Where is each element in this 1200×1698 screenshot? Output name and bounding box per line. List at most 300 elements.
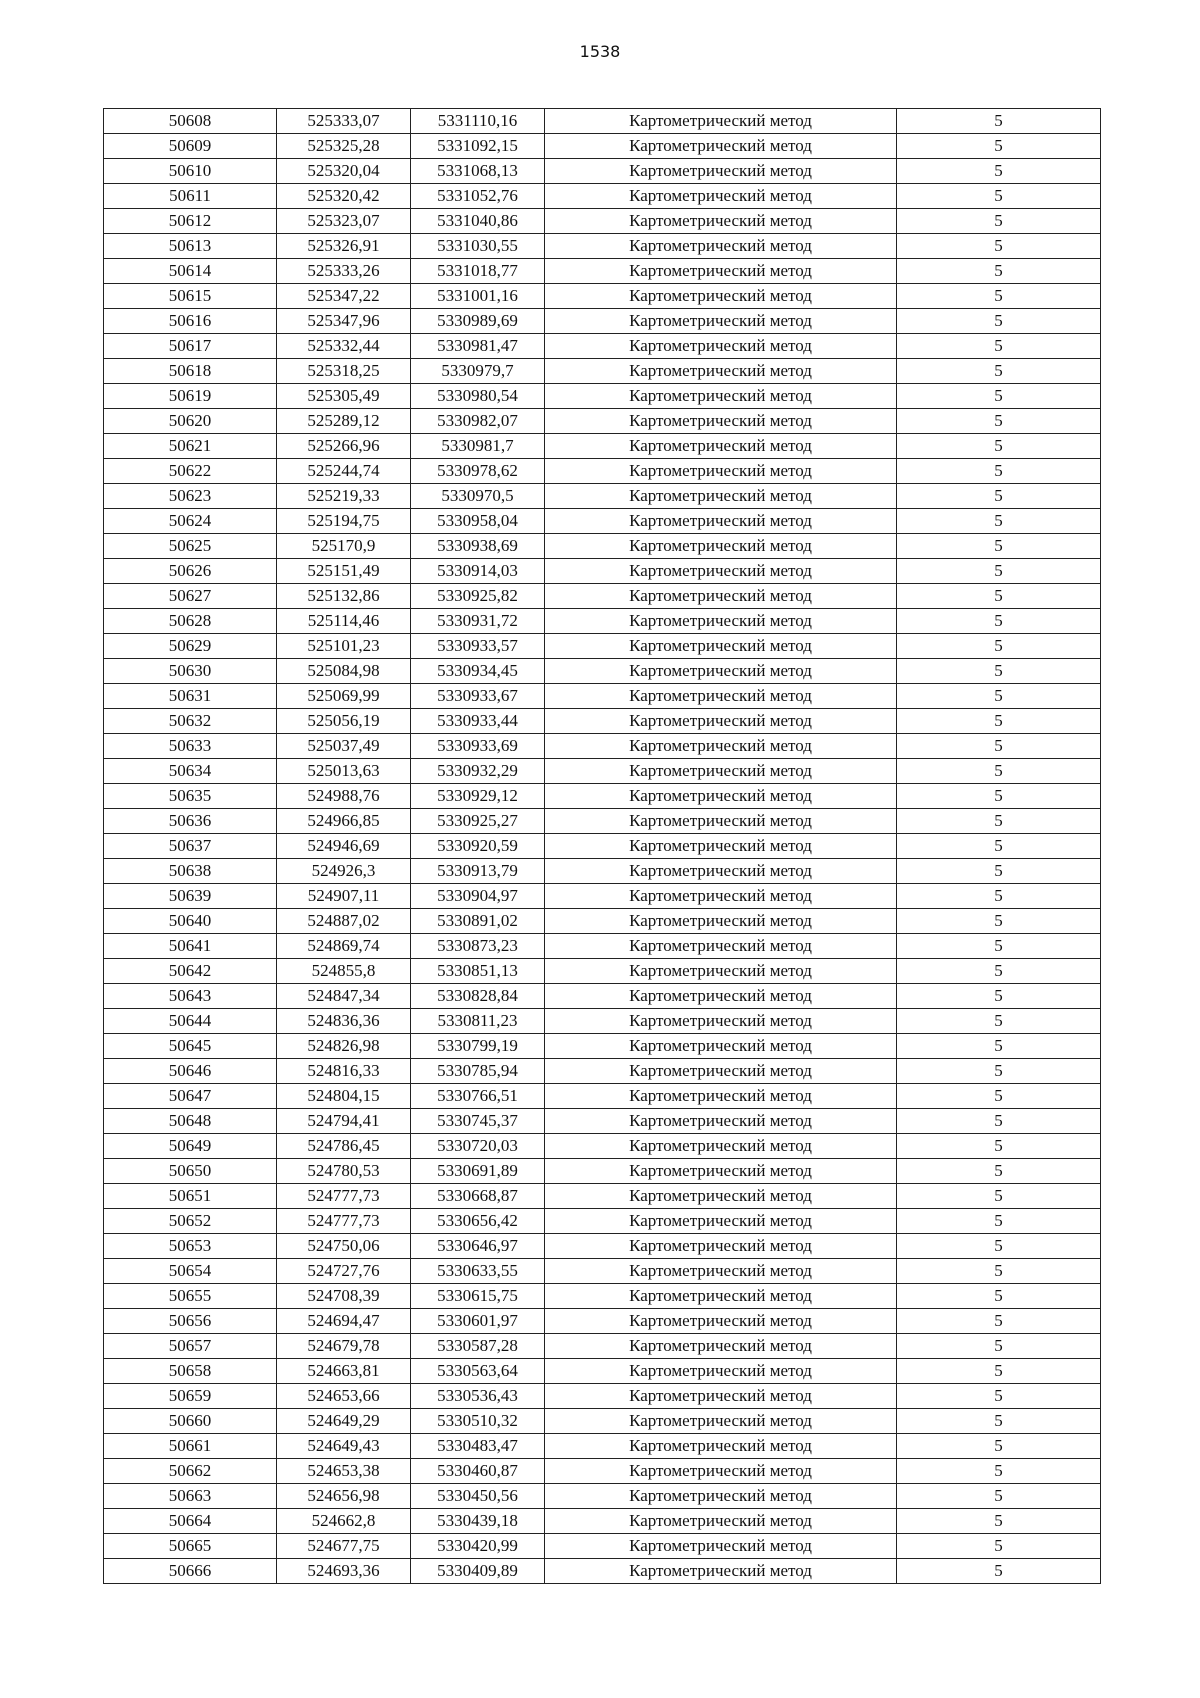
y-coordinate-cell: 5330450,56	[411, 1484, 545, 1509]
y-coordinate-cell: 5330891,02	[411, 909, 545, 934]
method-cell: Картометрический метод	[545, 434, 897, 459]
y-coordinate-cell: 5330828,84	[411, 984, 545, 1009]
method-cell: Картометрический метод	[545, 709, 897, 734]
y-coordinate-cell: 5330766,51	[411, 1084, 545, 1109]
accuracy-cell: 5	[897, 384, 1101, 409]
coordinates-table	[103, 108, 1101, 1584]
point-number-cell: 50617	[104, 334, 277, 359]
table-row	[104, 1459, 1101, 1484]
y-coordinate-cell: 5330904,97	[411, 884, 545, 909]
x-coordinate-cell: 524653,38	[277, 1459, 411, 1484]
y-coordinate-cell: 5330720,03	[411, 1134, 545, 1159]
x-coordinate-cell: 524804,15	[277, 1084, 411, 1109]
table-row	[104, 1334, 1101, 1359]
table-row	[104, 384, 1101, 409]
method-cell: Картометрический метод	[545, 1484, 897, 1509]
accuracy-cell: 5	[897, 1209, 1101, 1234]
table-row	[104, 509, 1101, 534]
method-cell: Картометрический метод	[545, 1309, 897, 1334]
method-cell: Картометрический метод	[545, 234, 897, 259]
accuracy-cell: 5	[897, 359, 1101, 384]
x-coordinate-cell: 525320,42	[277, 184, 411, 209]
x-coordinate-cell: 524777,73	[277, 1184, 411, 1209]
x-coordinate-cell: 524966,85	[277, 809, 411, 834]
table-row	[104, 209, 1101, 234]
x-coordinate-cell: 524708,39	[277, 1284, 411, 1309]
page-number: 1538	[579, 42, 621, 61]
point-number-cell: 50631	[104, 684, 277, 709]
table-row	[104, 834, 1101, 859]
table-row	[104, 434, 1101, 459]
y-coordinate-cell: 5330615,75	[411, 1284, 545, 1309]
point-number-cell: 50649	[104, 1134, 277, 1159]
point-number-cell: 50643	[104, 984, 277, 1009]
x-coordinate-cell: 524694,47	[277, 1309, 411, 1334]
x-coordinate-cell: 525170,9	[277, 534, 411, 559]
method-cell: Картометрический метод	[545, 1284, 897, 1309]
method-cell: Картометрический метод	[545, 209, 897, 234]
method-cell: Картометрический метод	[545, 1009, 897, 1034]
accuracy-cell: 5	[897, 109, 1101, 134]
y-coordinate-cell: 5330938,69	[411, 534, 545, 559]
point-number-cell: 50655	[104, 1284, 277, 1309]
point-number-cell: 50614	[104, 259, 277, 284]
x-coordinate-cell: 524649,29	[277, 1409, 411, 1434]
accuracy-cell: 5	[897, 234, 1101, 259]
table-row	[104, 884, 1101, 909]
method-cell: Картометрический метод	[545, 884, 897, 909]
y-coordinate-cell: 5330510,32	[411, 1409, 545, 1434]
table-row	[104, 984, 1101, 1009]
point-number-cell: 50626	[104, 559, 277, 584]
method-cell: Картометрический метод	[545, 259, 897, 284]
table-row	[104, 359, 1101, 384]
point-number-cell: 50611	[104, 184, 277, 209]
x-coordinate-cell: 524794,41	[277, 1109, 411, 1134]
y-coordinate-cell: 5330925,82	[411, 584, 545, 609]
point-number-cell: 50644	[104, 1009, 277, 1034]
y-coordinate-cell: 5331110,16	[411, 109, 545, 134]
y-coordinate-cell: 5330913,79	[411, 859, 545, 884]
table-row	[104, 134, 1101, 159]
method-cell: Картометрический метод	[545, 509, 897, 534]
table-row	[104, 709, 1101, 734]
table-row	[104, 784, 1101, 809]
method-cell: Картометрический метод	[545, 134, 897, 159]
point-number-cell: 50660	[104, 1409, 277, 1434]
table-row	[104, 1084, 1101, 1109]
table-row	[104, 1384, 1101, 1409]
method-cell: Картометрический метод	[545, 459, 897, 484]
method-cell: Картометрический метод	[545, 384, 897, 409]
accuracy-cell: 5	[897, 959, 1101, 984]
y-coordinate-cell: 5331030,55	[411, 234, 545, 259]
point-number-cell: 50623	[104, 484, 277, 509]
accuracy-cell: 5	[897, 334, 1101, 359]
table-row	[104, 759, 1101, 784]
y-coordinate-cell: 5330978,62	[411, 459, 545, 484]
y-coordinate-cell: 5330979,7	[411, 359, 545, 384]
table-row	[104, 159, 1101, 184]
point-number-cell: 50642	[104, 959, 277, 984]
table-row	[104, 909, 1101, 934]
x-coordinate-cell: 525318,25	[277, 359, 411, 384]
accuracy-cell: 5	[897, 1534, 1101, 1559]
point-number-cell: 50662	[104, 1459, 277, 1484]
x-coordinate-cell: 524926,3	[277, 859, 411, 884]
method-cell: Картометрический метод	[545, 584, 897, 609]
point-number-cell: 50637	[104, 834, 277, 859]
accuracy-cell: 5	[897, 1009, 1101, 1034]
table-row	[104, 1034, 1101, 1059]
accuracy-cell: 5	[897, 1359, 1101, 1384]
x-coordinate-cell: 524887,02	[277, 909, 411, 934]
table-row	[104, 309, 1101, 334]
accuracy-cell: 5	[897, 409, 1101, 434]
x-coordinate-cell: 525194,75	[277, 509, 411, 534]
point-number-cell: 50645	[104, 1034, 277, 1059]
point-number-cell: 50628	[104, 609, 277, 634]
y-coordinate-cell: 5331001,16	[411, 284, 545, 309]
accuracy-cell: 5	[897, 1384, 1101, 1409]
x-coordinate-cell: 524693,36	[277, 1559, 411, 1584]
table-row	[104, 284, 1101, 309]
x-coordinate-cell: 525333,26	[277, 259, 411, 284]
table-row	[104, 1259, 1101, 1284]
method-cell: Картометрический метод	[545, 1209, 897, 1234]
method-cell: Картометрический метод	[545, 1109, 897, 1134]
table-row	[104, 1134, 1101, 1159]
method-cell: Картометрический метод	[545, 1184, 897, 1209]
accuracy-cell: 5	[897, 1334, 1101, 1359]
method-cell: Картометрический метод	[545, 1334, 897, 1359]
method-cell: Картометрический метод	[545, 959, 897, 984]
x-coordinate-cell: 524946,69	[277, 834, 411, 859]
accuracy-cell: 5	[897, 459, 1101, 484]
method-cell: Картометрический метод	[545, 734, 897, 759]
accuracy-cell: 5	[897, 859, 1101, 884]
point-number-cell: 50657	[104, 1334, 277, 1359]
method-cell: Картометрический метод	[545, 409, 897, 434]
table-row	[104, 1484, 1101, 1509]
accuracy-cell: 5	[897, 1184, 1101, 1209]
y-coordinate-cell: 5330933,69	[411, 734, 545, 759]
y-coordinate-cell: 5330668,87	[411, 1184, 545, 1209]
accuracy-cell: 5	[897, 484, 1101, 509]
accuracy-cell: 5	[897, 1259, 1101, 1284]
table-row	[104, 534, 1101, 559]
method-cell: Картометрический метод	[545, 559, 897, 584]
y-coordinate-cell: 5330981,47	[411, 334, 545, 359]
x-coordinate-cell: 524663,81	[277, 1359, 411, 1384]
accuracy-cell: 5	[897, 684, 1101, 709]
table-row	[104, 1284, 1101, 1309]
x-coordinate-cell: 524679,78	[277, 1334, 411, 1359]
point-number-cell: 50620	[104, 409, 277, 434]
y-coordinate-cell: 5330785,94	[411, 1059, 545, 1084]
y-coordinate-cell: 5330633,55	[411, 1259, 545, 1284]
x-coordinate-cell: 525219,33	[277, 484, 411, 509]
point-number-cell: 50651	[104, 1184, 277, 1209]
point-number-cell: 50638	[104, 859, 277, 884]
point-number-cell: 50622	[104, 459, 277, 484]
x-coordinate-cell: 524656,98	[277, 1484, 411, 1509]
point-number-cell: 50646	[104, 1059, 277, 1084]
x-coordinate-cell: 525244,74	[277, 459, 411, 484]
point-number-cell: 50630	[104, 659, 277, 684]
table-row	[104, 1159, 1101, 1184]
point-number-cell: 50654	[104, 1259, 277, 1284]
x-coordinate-cell: 525056,19	[277, 709, 411, 734]
x-coordinate-cell: 525333,07	[277, 109, 411, 134]
y-coordinate-cell: 5330932,29	[411, 759, 545, 784]
table-row	[104, 1534, 1101, 1559]
y-coordinate-cell: 5330925,27	[411, 809, 545, 834]
method-cell: Картометрический метод	[545, 309, 897, 334]
x-coordinate-cell: 525013,63	[277, 759, 411, 784]
table-row	[104, 259, 1101, 284]
point-number-cell: 50636	[104, 809, 277, 834]
x-coordinate-cell: 525037,49	[277, 734, 411, 759]
accuracy-cell: 5	[897, 1034, 1101, 1059]
point-number-cell: 50663	[104, 1484, 277, 1509]
x-coordinate-cell: 524662,8	[277, 1509, 411, 1534]
accuracy-cell: 5	[897, 784, 1101, 809]
table-row	[104, 609, 1101, 634]
accuracy-cell: 5	[897, 1284, 1101, 1309]
point-number-cell: 50650	[104, 1159, 277, 1184]
point-number-cell: 50619	[104, 384, 277, 409]
point-number-cell: 50616	[104, 309, 277, 334]
x-coordinate-cell: 525151,49	[277, 559, 411, 584]
method-cell: Картометрический метод	[545, 1534, 897, 1559]
y-coordinate-cell: 5330920,59	[411, 834, 545, 859]
table-row	[104, 1209, 1101, 1234]
method-cell: Картометрический метод	[545, 1459, 897, 1484]
accuracy-cell: 5	[897, 1509, 1101, 1534]
accuracy-cell: 5	[897, 309, 1101, 334]
table-row	[104, 1434, 1101, 1459]
y-coordinate-cell: 5330851,13	[411, 959, 545, 984]
point-number-cell: 50609	[104, 134, 277, 159]
method-cell: Картометрический метод	[545, 184, 897, 209]
accuracy-cell: 5	[897, 1134, 1101, 1159]
accuracy-cell: 5	[897, 934, 1101, 959]
accuracy-cell: 5	[897, 884, 1101, 909]
accuracy-cell: 5	[897, 584, 1101, 609]
y-coordinate-cell: 5330420,99	[411, 1534, 545, 1559]
accuracy-cell: 5	[897, 759, 1101, 784]
y-coordinate-cell: 5330439,18	[411, 1509, 545, 1534]
point-number-cell: 50633	[104, 734, 277, 759]
accuracy-cell: 5	[897, 609, 1101, 634]
method-cell: Картометрический метод	[545, 784, 897, 809]
accuracy-cell: 5	[897, 209, 1101, 234]
y-coordinate-cell: 5330914,03	[411, 559, 545, 584]
accuracy-cell: 5	[897, 809, 1101, 834]
point-number-cell: 50641	[104, 934, 277, 959]
y-coordinate-cell: 5330460,87	[411, 1459, 545, 1484]
point-number-cell: 50665	[104, 1534, 277, 1559]
accuracy-cell: 5	[897, 284, 1101, 309]
y-coordinate-cell: 5330934,45	[411, 659, 545, 684]
accuracy-cell: 5	[897, 1109, 1101, 1134]
table-row	[104, 559, 1101, 584]
y-coordinate-cell: 5330933,67	[411, 684, 545, 709]
accuracy-cell: 5	[897, 509, 1101, 534]
point-number-cell: 50666	[104, 1559, 277, 1584]
point-number-cell: 50624	[104, 509, 277, 534]
y-coordinate-cell: 5330409,89	[411, 1559, 545, 1584]
method-cell: Картометрический метод	[545, 109, 897, 134]
table-row	[104, 109, 1101, 134]
point-number-cell: 50639	[104, 884, 277, 909]
accuracy-cell: 5	[897, 659, 1101, 684]
method-cell: Картометрический метод	[545, 334, 897, 359]
method-cell: Картометрический метод	[545, 1434, 897, 1459]
y-coordinate-cell: 5330745,37	[411, 1109, 545, 1134]
y-coordinate-cell: 5331018,77	[411, 259, 545, 284]
table-row	[104, 684, 1101, 709]
x-coordinate-cell: 524836,36	[277, 1009, 411, 1034]
x-coordinate-cell: 525347,22	[277, 284, 411, 309]
y-coordinate-cell: 5330958,04	[411, 509, 545, 534]
accuracy-cell: 5	[897, 1459, 1101, 1484]
x-coordinate-cell: 525114,46	[277, 609, 411, 634]
x-coordinate-cell: 525332,44	[277, 334, 411, 359]
method-cell: Картометрический метод	[545, 909, 897, 934]
y-coordinate-cell: 5330989,69	[411, 309, 545, 334]
method-cell: Картометрический метод	[545, 1359, 897, 1384]
point-number-cell: 50634	[104, 759, 277, 784]
x-coordinate-cell: 524847,34	[277, 984, 411, 1009]
point-number-cell: 50652	[104, 1209, 277, 1234]
table-row	[104, 1059, 1101, 1084]
point-number-cell: 50621	[104, 434, 277, 459]
x-coordinate-cell: 524826,98	[277, 1034, 411, 1059]
table-row	[104, 634, 1101, 659]
method-cell: Картометрический метод	[545, 809, 897, 834]
table-row	[104, 659, 1101, 684]
x-coordinate-cell: 524988,76	[277, 784, 411, 809]
y-coordinate-cell: 5331068,13	[411, 159, 545, 184]
method-cell: Картометрический метод	[545, 1159, 897, 1184]
accuracy-cell: 5	[897, 734, 1101, 759]
y-coordinate-cell: 5330601,97	[411, 1309, 545, 1334]
y-coordinate-cell: 5330929,12	[411, 784, 545, 809]
x-coordinate-cell: 524780,53	[277, 1159, 411, 1184]
x-coordinate-cell: 525305,49	[277, 384, 411, 409]
point-number-cell: 50610	[104, 159, 277, 184]
table-row	[104, 859, 1101, 884]
method-cell: Картометрический метод	[545, 859, 897, 884]
table-row	[104, 1234, 1101, 1259]
table-row	[104, 1559, 1101, 1584]
method-cell: Картометрический метод	[545, 1259, 897, 1284]
accuracy-cell: 5	[897, 534, 1101, 559]
y-coordinate-cell: 5330646,97	[411, 1234, 545, 1259]
accuracy-cell: 5	[897, 1084, 1101, 1109]
accuracy-cell: 5	[897, 184, 1101, 209]
method-cell: Картометрический метод	[545, 1134, 897, 1159]
y-coordinate-cell: 5330536,43	[411, 1384, 545, 1409]
y-coordinate-cell: 5330656,42	[411, 1209, 545, 1234]
method-cell: Картометрический метод	[545, 1234, 897, 1259]
y-coordinate-cell: 5330483,47	[411, 1434, 545, 1459]
accuracy-cell: 5	[897, 1409, 1101, 1434]
y-coordinate-cell: 5330980,54	[411, 384, 545, 409]
table-row	[104, 584, 1101, 609]
point-number-cell: 50627	[104, 584, 277, 609]
point-number-cell: 50661	[104, 1434, 277, 1459]
y-coordinate-cell: 5330873,23	[411, 934, 545, 959]
x-coordinate-cell: 524869,74	[277, 934, 411, 959]
table-row	[104, 459, 1101, 484]
point-number-cell: 50635	[104, 784, 277, 809]
y-coordinate-cell: 5330970,5	[411, 484, 545, 509]
accuracy-cell: 5	[897, 1059, 1101, 1084]
point-number-cell: 50656	[104, 1309, 277, 1334]
x-coordinate-cell: 524653,66	[277, 1384, 411, 1409]
point-number-cell: 50629	[104, 634, 277, 659]
x-coordinate-cell: 524777,73	[277, 1209, 411, 1234]
accuracy-cell: 5	[897, 1434, 1101, 1459]
method-cell: Картометрический метод	[545, 609, 897, 634]
accuracy-cell: 5	[897, 709, 1101, 734]
accuracy-cell: 5	[897, 634, 1101, 659]
point-number-cell: 50615	[104, 284, 277, 309]
accuracy-cell: 5	[897, 134, 1101, 159]
accuracy-cell: 5	[897, 984, 1101, 1009]
x-coordinate-cell: 524727,76	[277, 1259, 411, 1284]
x-coordinate-cell: 525323,07	[277, 209, 411, 234]
method-cell: Картометрический метод	[545, 759, 897, 784]
method-cell: Картометрический метод	[545, 1384, 897, 1409]
table-row	[104, 1009, 1101, 1034]
point-number-cell: 50618	[104, 359, 277, 384]
y-coordinate-cell: 5330931,72	[411, 609, 545, 634]
method-cell: Картометрический метод	[545, 634, 897, 659]
table-row	[104, 1309, 1101, 1334]
method-cell: Картометрический метод	[545, 934, 897, 959]
x-coordinate-cell: 525069,99	[277, 684, 411, 709]
method-cell: Картометрический метод	[545, 1559, 897, 1584]
table-row	[104, 1509, 1101, 1534]
accuracy-cell: 5	[897, 1559, 1101, 1584]
x-coordinate-cell: 525132,86	[277, 584, 411, 609]
point-number-cell: 50613	[104, 234, 277, 259]
x-coordinate-cell: 525289,12	[277, 409, 411, 434]
x-coordinate-cell: 524907,11	[277, 884, 411, 909]
x-coordinate-cell: 525347,96	[277, 309, 411, 334]
y-coordinate-cell: 5330587,28	[411, 1334, 545, 1359]
table-row	[104, 234, 1101, 259]
accuracy-cell: 5	[897, 559, 1101, 584]
y-coordinate-cell: 5331040,86	[411, 209, 545, 234]
point-number-cell: 50612	[104, 209, 277, 234]
x-coordinate-cell: 524855,8	[277, 959, 411, 984]
method-cell: Картометрический метод	[545, 1059, 897, 1084]
accuracy-cell: 5	[897, 259, 1101, 284]
point-number-cell: 50664	[104, 1509, 277, 1534]
point-number-cell: 50648	[104, 1109, 277, 1134]
table-row	[104, 1184, 1101, 1209]
x-coordinate-cell: 525325,28	[277, 134, 411, 159]
method-cell: Картометрический метод	[545, 1409, 897, 1434]
x-coordinate-cell: 524816,33	[277, 1059, 411, 1084]
table-row	[104, 184, 1101, 209]
y-coordinate-cell: 5330933,57	[411, 634, 545, 659]
